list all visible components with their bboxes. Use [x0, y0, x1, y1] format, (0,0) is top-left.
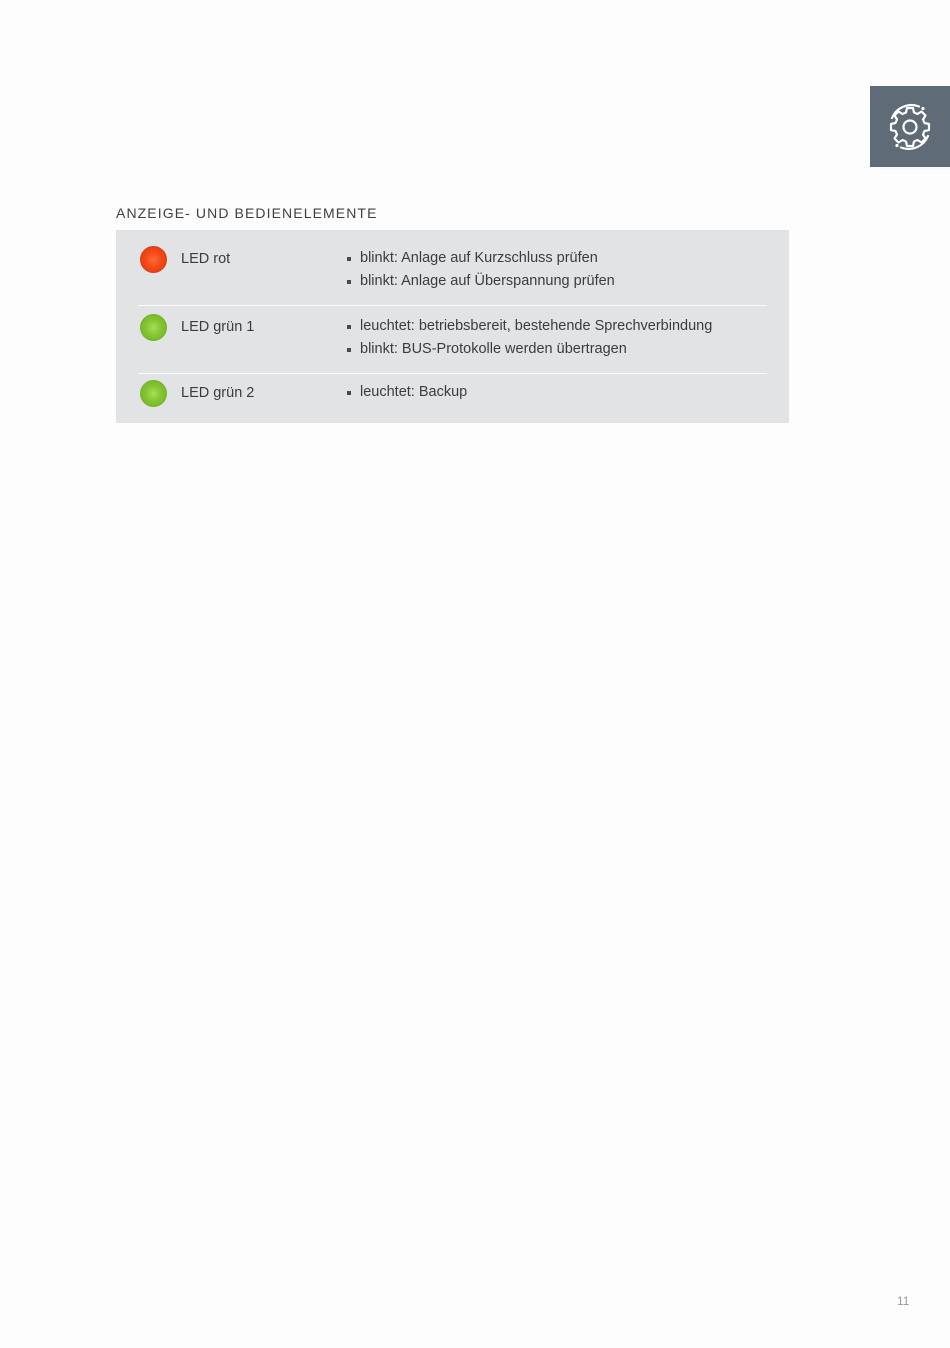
led-label: LED grün 1	[181, 319, 255, 335]
led-green-indicator	[140, 380, 167, 407]
led-row-red	[138, 230, 767, 306]
led-row-green-2	[138, 374, 767, 423]
led-description-list	[346, 318, 712, 363]
led-description: blinkt: BUS-Protokolle werden übertragen	[346, 341, 712, 364]
led-description: blinkt: Anlage auf Kurzschluss prüfen	[346, 250, 615, 273]
led-table	[116, 230, 789, 423]
led-red-indicator	[140, 246, 167, 273]
led-label: LED grün 2	[181, 385, 255, 401]
led-description-list	[346, 250, 615, 295]
led-description-list	[346, 384, 467, 407]
section-title: ANZEIGE- UND BEDIENELEMENTE	[116, 205, 378, 221]
page-number: 11	[897, 1294, 910, 1308]
led-label: LED rot	[181, 251, 231, 267]
led-row-green-1	[138, 306, 767, 374]
led-description: blinkt: Anlage auf Überspannung prüfen	[346, 273, 615, 296]
settings-gear-icon	[883, 100, 937, 154]
led-green-indicator	[140, 314, 167, 341]
led-description: leuchtet: Backup	[346, 384, 467, 407]
chapter-tab	[870, 86, 950, 167]
led-description: leuchtet: betriebsbereit, bestehende Sprechverbindung	[346, 318, 712, 341]
